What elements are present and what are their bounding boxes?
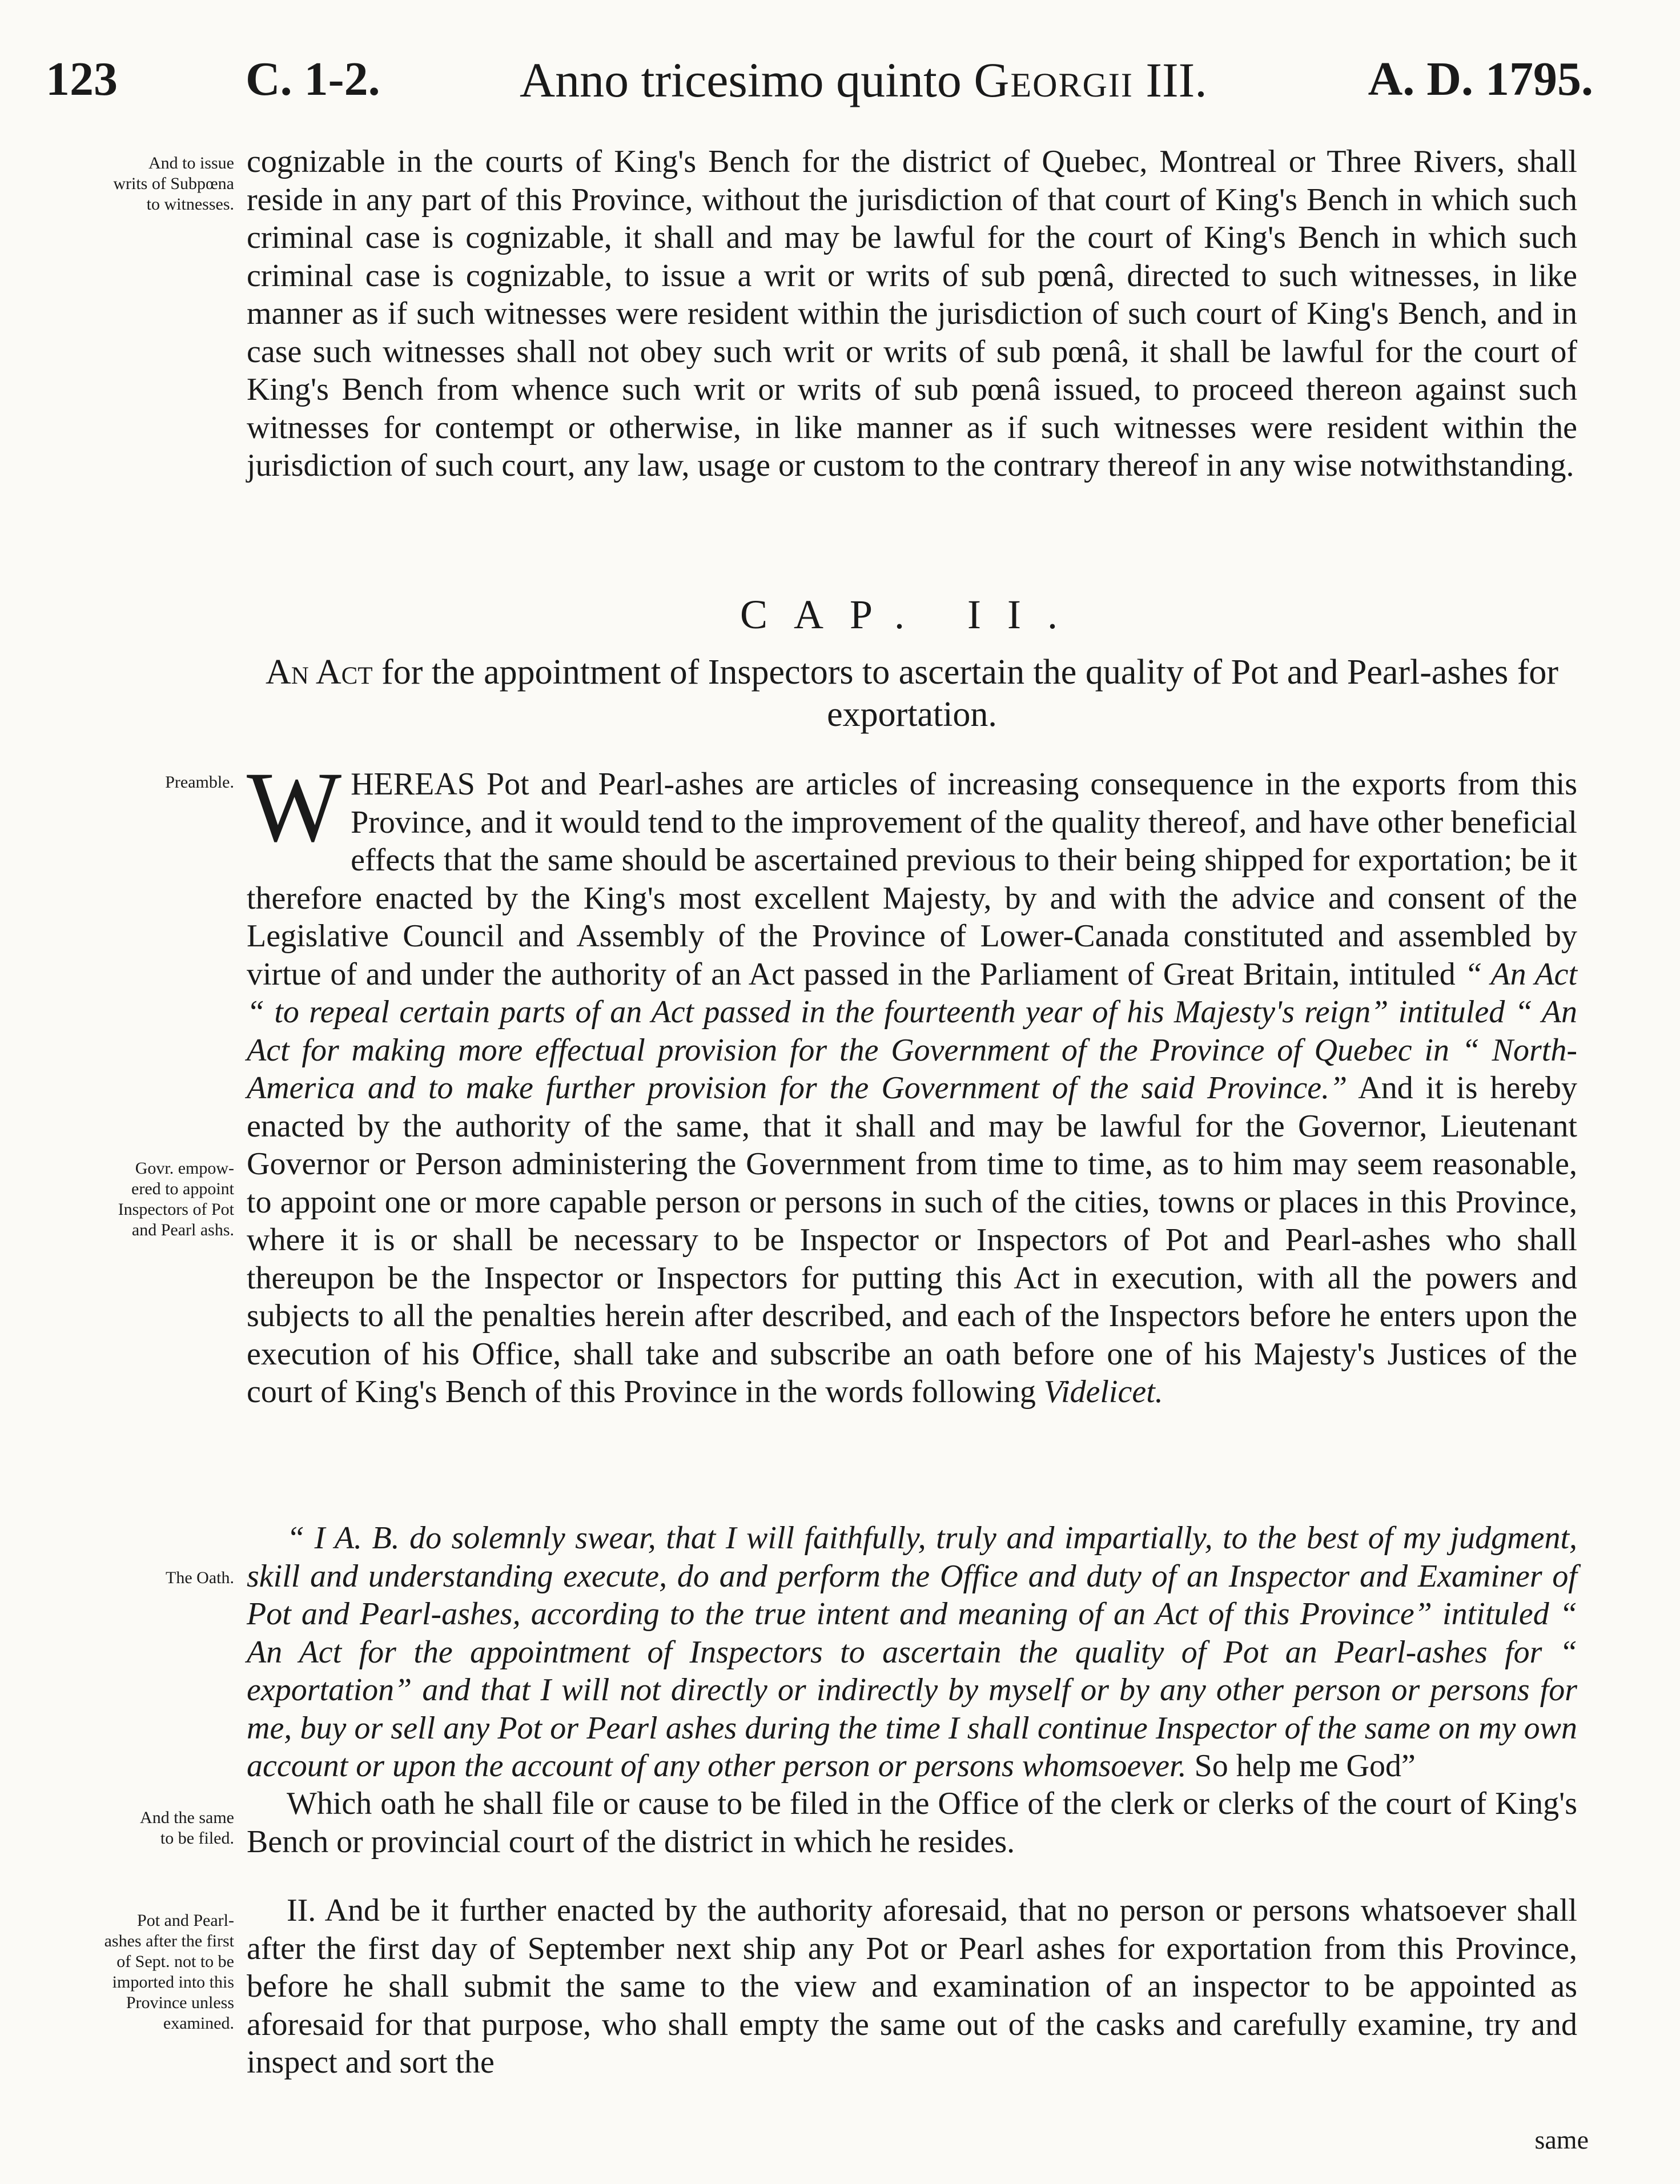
chapter-reference: C. 1-2. xyxy=(246,53,380,106)
act-title-a: An Act xyxy=(265,653,373,692)
margin-note-subpoena: And to issue writs of Subpœna to witnesses. xyxy=(113,154,234,214)
cap-heading: CAP. II. xyxy=(739,592,1084,637)
running-title-king: Georgii xyxy=(974,53,1134,107)
oath-closing: So help me God” xyxy=(1186,1748,1416,1784)
drop-cap: W xyxy=(247,752,342,863)
running-title-prefix: Anno tricesimo quinto xyxy=(520,53,974,107)
year-reference: A. D. 1795. xyxy=(1368,53,1593,106)
preamble-italic-citation: “ An Act “ to repeal certain parts of an Act passed in the fourteenth year of his Majesty's reign” intituled “ An Act for making more effectual provision for the Government of the Province of Quebec in “ North-America and to make further provision for the Government of the said Province.” xyxy=(247,956,1578,1106)
catchword: same xyxy=(1534,2125,1589,2154)
continuation-paragraph xyxy=(247,143,1577,485)
continuation-text: cognizable in the courts of King's Bench for the district of Quebec, Montreal or Three Rivers, shall reside in any part of this Province, without the jurisdiction of that court of King's Bench in which such criminal case is cognizable, it shall and may be lawful for the court of King's Bench in which such criminal case is cognizable, to issue a writ or writs of sub pœnâ, directed to such witnesses, in like manner as if such witnesses were resident within the jurisdiction of such court of King's Bench, and in case such witnesses shall not obey such writ or writs of sub pœnâ, it shall be lawful for the court of King's Bench from whence such writ or writs of sub pœnâ issued, to proceed thereon against such witnesses for contempt or otherwise, in like manner as if such witnesses were resident within the jurisdiction of such court, any law, usage or custom to the contrary thereof in any wise notwithstanding. xyxy=(247,144,1577,483)
preamble-text-2: And it is hereby enacted by the authority of the same, that it shall and may be lawful for the Governor, Lieutenant Governor or Person administering the Government from time to time, as to him may seem reasonable, to appoint one or more capable person or persons in such of the cities, towns or places in this Province, where it is or shall be necessary to be Inspector or Inspectors of Pot and Pearl-ashes who shall thereupon be the Inspector or Inspectors for putting this Act in execution, with all the powers and subjects to all the penalties herein after described, and each of the Inspectors before he enters upon the execution of his Office, shall take and subscribe an oath before one of his Majesty's Justices of the court of King's Bench of this Province in the words following xyxy=(247,1070,1577,1410)
margin-note-preamble: Preamble. xyxy=(165,773,234,792)
running-title-suffix: III. xyxy=(1133,53,1207,107)
running-header xyxy=(40,51,1593,126)
oath-text: “ I A. B. do solemnly swear, that I will faithfully, truly and impartially, to the best of my judgment, skill and understanding execute, do and perform the Office and duty of an Inspector and Examiner of Pot and Pearl-ashes, according to the true intent and meaning of an Act of this Province” intituled “ An Act for the appointment of Inspectors to ascertain the quality of Pot an Pearl-ashes for “ exportation” and that I will not directly or indirectly by myself or by any other person or persons for me, buy or sell any Pot or Pearl ashes during the time I shall continue Inspector of the same on my own account or upon the account of any other person or persons whomsoever. xyxy=(247,1520,1577,1784)
act-title-b: for the appointment of Inspectors to ascertain the quality of Pot and Pearl-ashes for exportation. xyxy=(372,653,1559,734)
oath-paragraph xyxy=(247,1519,1577,1785)
section-two-paragraph xyxy=(247,1892,1577,2082)
section-two-text: II. And be it further enacted by the authority aforesaid, that no person or persons whatsoever shall after the first day of September next ship any Pot or Pearl ashes for exportation from this Province, before he shall submit the same to the view and examination of an inspector to be appointed as aforesaid for that purpose, who shall empty the same out of the casks and carefully examine, try and inspect and sort the xyxy=(247,1893,1577,2080)
preamble-videlicet: Videlicet. xyxy=(1043,1374,1163,1410)
filing-paragraph xyxy=(247,1785,1577,1861)
preamble-paragraph xyxy=(247,752,1578,1411)
margin-note-pot-pearl: Pot and Pearl- ashes after the first of Sept. not to be imported into this Province unless examined. xyxy=(104,1911,234,2033)
preamble-text-1: HEREAS Pot and Pearl-ashes are articles of increasing consequence in the exports from this Province, and it would tend to the improvement of the quality thereof, and have other beneficial effects that the same should be ascertained previous to their being shipped for exportation; be it therefore enacted by the King's most excellent Majesty, by and with the advice and consent of the Legislative Council and Assembly of the Province of Lower-Canada constituted and assembled by virtue of and under the authority of an Act passed in the Parliament of Great Britain, intituled xyxy=(247,766,1577,992)
margin-note-filed: And the same to be filed. xyxy=(140,1808,234,1848)
margin-note-oath: The Oath. xyxy=(166,1568,234,1587)
act-title xyxy=(247,651,1577,736)
margin-note-governor: Govr. empow- ered to appoint Inspectors of Pot and Pearl ashs. xyxy=(118,1159,234,1239)
running-title xyxy=(520,51,1207,109)
filing-text: Which oath he shall file or cause to be filed in the Office of the clerk or clerks of the court of King's Bench or provincial court of the district in which he resides. xyxy=(247,1786,1577,1860)
page-number: 123 xyxy=(46,53,118,106)
